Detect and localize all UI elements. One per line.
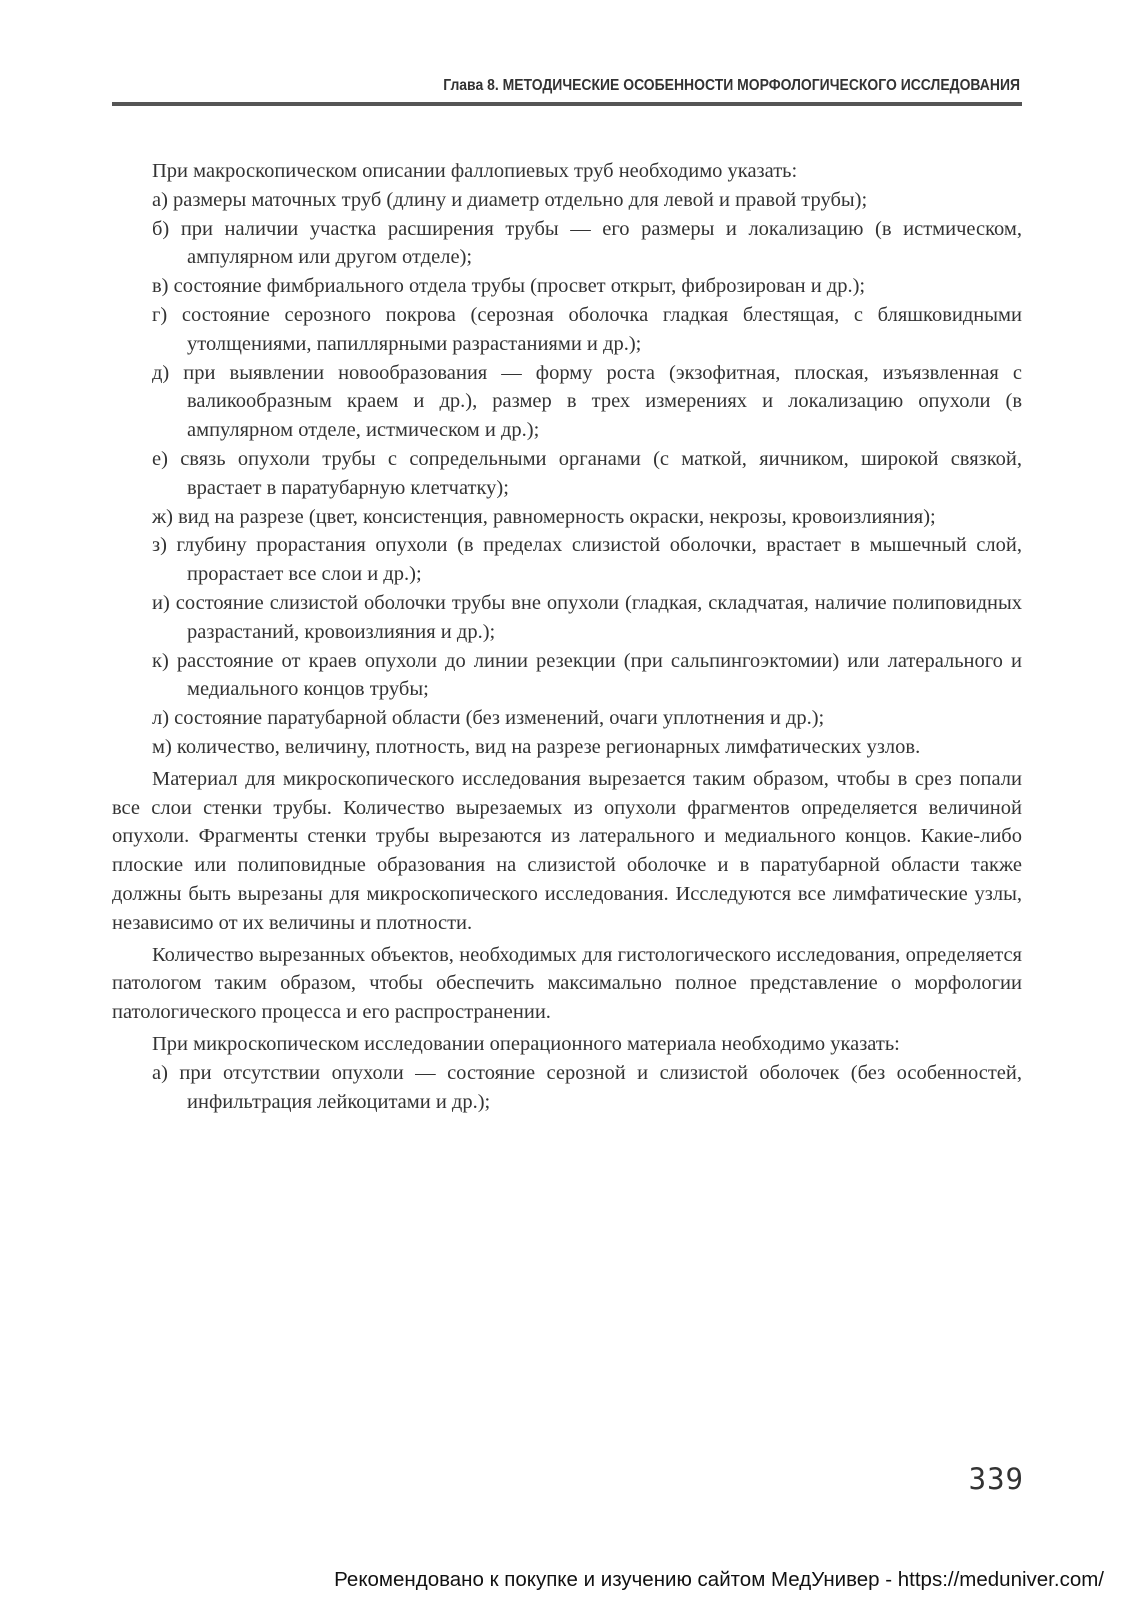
page-number: 339	[968, 1462, 1024, 1496]
header-rule	[112, 102, 1022, 106]
list-item: л) состояние паратубарной области (без изменений, очаги уплотнения и др.);	[152, 707, 825, 730]
list-item: и) состояние слизистой оболочки трубы вне опухоли (гладкая, складчатая, наличие полиповидных разрастаний, кровоизлияния и др.);	[152, 591, 1022, 643]
list-item: в) состояние фимбриального отдела трубы (просвет открыт, фиброзирован и др.);	[152, 275, 866, 298]
list-item: б) при наличии участка расширения трубы — его размеры и локализацию (в истмическом, ампулярном или другом отделе);	[152, 217, 1022, 269]
list-item: а) размеры маточных труб (длину и диаметр отдельно для левой и правой трубы);	[152, 188, 868, 211]
list-item: к) расстояние от краев опухоли до линии резекции (при сальпингоэктомии) или латерального и медиального концов трубы;	[152, 649, 1022, 701]
list-item: д) при выявлении новообразования — форму роста (экзофитная, плоская, изъязвленная с валикообразным краем и др.), размер в трех измерениях и локализацию опухоли (в ампулярном отделе, истмическом и др.);	[152, 361, 1022, 442]
paragraph-material: Материал для микроскопического исследования вырезается таким образом, чтобы в срез попали все слои стенки трубы. Количество вырезаемых из опухоли фрагментов определяется величиной опухоли. Фрагменты стенки трубы вырезаются из латерального и медиального концов. Какие-либо плоские или полиповидные образования на слизистой оболочке и в паратубарной области также должны быть вырезаны для микроскопического исследования. Исследуются все лимфатические узлы, независимо от их величины и плотности.	[112, 767, 1022, 934]
list-item: е) связь опухоли трубы с сопредельными органами (с маткой, яичником, широкой связкой, врастает в паратубарную клетчатку);	[152, 447, 1022, 499]
page-body	[112, 157, 1022, 1116]
footer-recommendation: Рекомендовано к покупке и изучению сайтом МедУнивер - https://meduniver.com/	[334, 1568, 1104, 1591]
list-item: з) глубину прорастания опухоли (в пределах слизистой оболочки, врастает в мышечный слой, прорастает все слои и др.);	[152, 534, 1022, 586]
paragraph-count: Количество вырезанных объектов, необходимых для гистологического исследования, определяется патологом таким образом, чтобы обеспечить максимально полное представление о морфологии патологического процесса и его распространении.	[112, 943, 1022, 1024]
list-item: г) состояние серозного покрова (серозная оболочка гладкая блестящая, с бляшковидными утолщениями, папиллярными разрастаниями и др.);	[152, 303, 1022, 355]
list-item: а) при отсутствии опухоли — состояние серозной и слизистой оболочек (без особенностей, инфильтрация лейкоцитами и др.);	[152, 1061, 1022, 1113]
macro-list	[112, 186, 1022, 762]
micro-intro: При микроскопическом исследовании операционного материала необходимо указать:	[152, 1032, 900, 1055]
macro-intro: При макроскопическом описании фаллопиевых труб необходимо указать:	[152, 160, 798, 182]
running-header: Глава 8. МЕТОДИЧЕСКИЕ ОСОБЕННОСТИ МОРФОЛОГИЧЕСКОГО ИССЛЕДОВАНИЯ	[443, 77, 1020, 94]
list-item: м) количество, величину, плотность, вид на разрезе регионарных лимфатических узлов.	[152, 735, 921, 758]
list-item: ж) вид на разрезе (цвет, консистенция, равномерность окраски, некрозы, кровоизлияния);	[152, 505, 936, 528]
micro-list	[112, 1059, 1022, 1117]
